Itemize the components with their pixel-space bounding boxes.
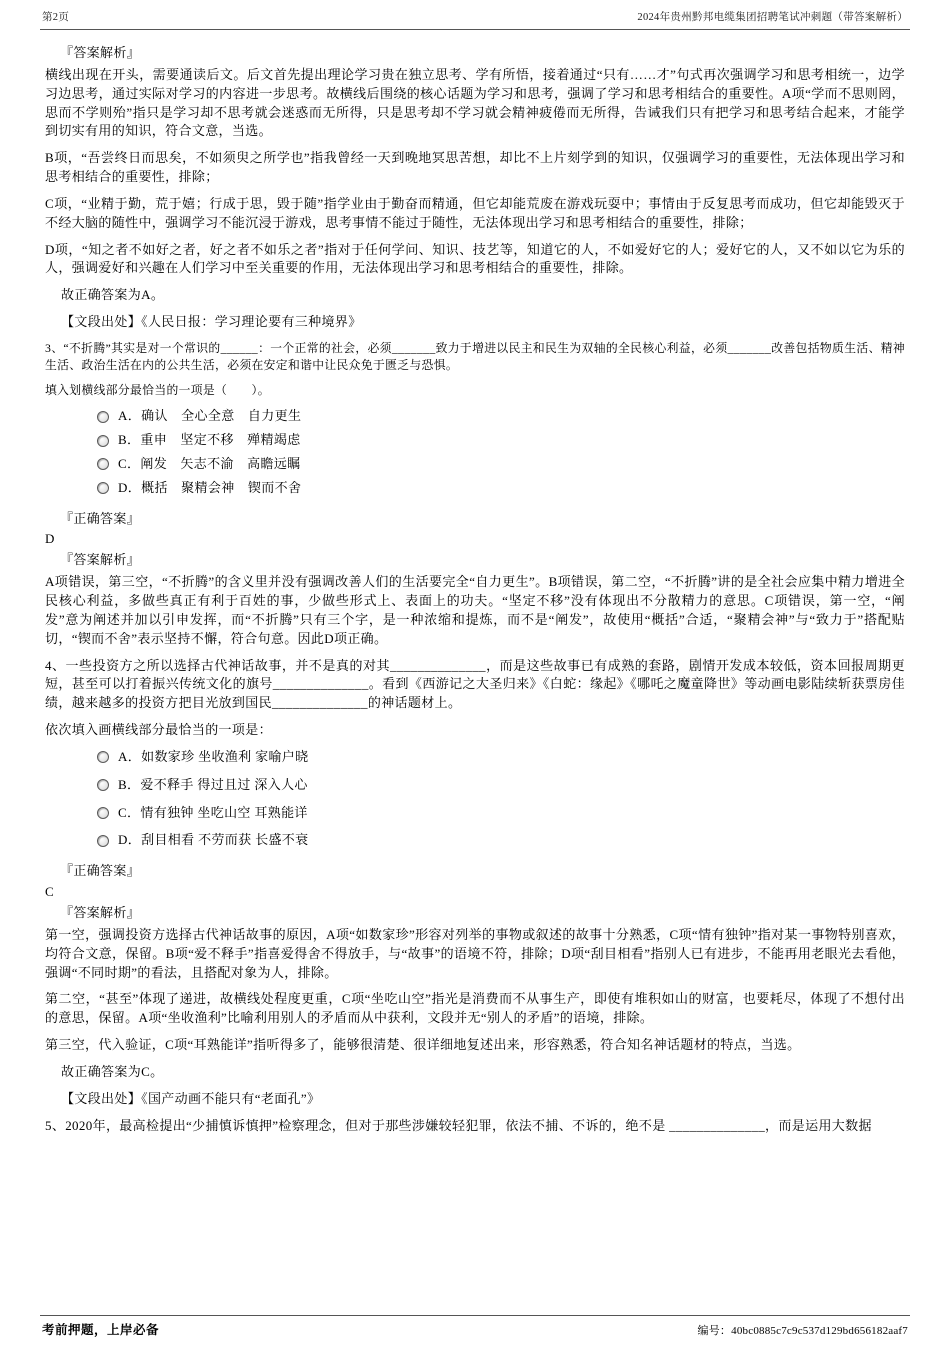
option-row[interactable] <box>97 455 905 474</box>
question-3-instruction: 填入划横线部分最恰当的一项是（ ）。 <box>45 383 270 398</box>
footer-serial-label: 编号： <box>697 1325 732 1337</box>
option-label: B．重申 坚定不移 殚精竭虑 <box>118 432 301 448</box>
answer-analysis-label: 『答案解析』 <box>60 904 141 920</box>
question-3-options <box>45 407 905 497</box>
option-label: A．如数家珍 坐收渔利 家喻户晓 <box>118 748 309 764</box>
question-4-text: 4、一些投资方之所以选择古代神话故事，并不是真的对其______________，而是这些故事已有成熟的套路，剧情开发成本较低，资本回报周期更短，甚至可以打着振兴传统文化的旗号______________。看到《西游记之大圣归来》《白蛇：缘起》《哪吒之魔童降世》等动画电影陆续斩获票房佳绩，越来越多的投资方把目光放到国民______________的神话题材上。 <box>45 657 905 711</box>
question-4-options <box>45 748 905 850</box>
footer-serial-value: 40bc0885c7c9c537d129bd656182aaf7 <box>731 1325 908 1337</box>
page-footer <box>42 1320 908 1338</box>
analysis-paragraph: C项，“业精于勤，荒于嬉；行成于思，毁于随”指学业由于勤奋而精通，但它却能荒废在游戏玩耍中；事情由于反复思考而成功，但它却能毁灭于不经大脑的随性中，强调学习不能沉浸于游戏，思考事情不能过于随性，无法体现出学习和思考相结合的重要性，排除； <box>45 195 905 230</box>
answer-analysis-label: 『答案解析』 <box>60 45 141 60</box>
analysis-paragraph: A项错误，第三空，“不折腾”的含义里并没有强调改善人们的生活要完全“自力更生”。B项错误，第二空，“不折腾”讲的是全社会应集中精力增进全民核心利益，多做些真正有利于百姓的事，少做些形式上、表面上的功夫。“坚定不移”没有体现出不分散精力的意思。C项错误，第一空，“阐发”意为阐述并加以引申发挥，而“不折腾”只有三个字，是一种浓缩和提炼，而不是“阐发”，故使用“概括”合适，“聚精会神”与“致力于”搭配贴切，“锲而不舍”表示坚持不懈，符合句意。因此D项正确。 <box>45 574 905 646</box>
radio-icon[interactable] <box>97 411 109 423</box>
option-label: C．阐发 矢志不渝 高瞻远瞩 <box>118 455 301 471</box>
option-row[interactable] <box>97 431 905 450</box>
option-label: D．概括 聚精会神 锲而不舍 <box>118 479 302 495</box>
analysis-paragraph: 第二空，“甚至”体现了递进，故横线处程度更重，C项“坐吃山空”指光是消费而不从事生产，即使有堆积如山的财富，也要耗尽，体现了不想付出的意思，保留。A项“坐收渔利”比喻利用别人的矛盾而从中获利，文段并无“别人的矛盾”的语境，排除。 <box>45 991 905 1026</box>
option-row[interactable] <box>97 748 905 767</box>
document-title: 2024年贵州黔邦电缆集团招聘笔试冲刺题（带答案解析） <box>637 12 908 23</box>
page-header <box>42 9 908 24</box>
correct-answer-label: 『正确答案』 <box>60 863 141 879</box>
option-row[interactable] <box>97 776 905 795</box>
radio-icon[interactable] <box>97 458 109 470</box>
option-row[interactable] <box>97 804 905 823</box>
footer-slogan: 考前押题，上岸必备 <box>42 1323 160 1337</box>
radio-icon[interactable] <box>97 435 109 447</box>
radio-icon[interactable] <box>97 482 109 494</box>
question-3-text: 3、“不折腾”其实是对一个常识的______：一个正常的社会，必须_______致力于增进以民主和民生为双轴的全民核心利益，必须_______改善包括物质生活、精神生活、政治生活在内的公共生活，必须在安定和谐中让民众免于匮乏与恐惧。 <box>45 340 905 373</box>
header-divider <box>40 29 910 30</box>
option-row[interactable] <box>97 831 905 850</box>
conclusion-line: 故正确答案为A。 <box>61 287 165 303</box>
footer-serial <box>698 1322 908 1338</box>
document-body <box>45 44 905 1143</box>
correct-answer-letter: D <box>45 531 55 547</box>
option-label: C．情有独钟 坐吃山空 耳熟能详 <box>118 804 308 820</box>
conclusion-line: 故正确答案为C。 <box>61 1063 164 1079</box>
option-label: D．刮目相看 不劳而获 长盛不衰 <box>118 832 309 848</box>
correct-answer-letter: C <box>45 884 55 900</box>
option-row[interactable] <box>97 407 905 426</box>
analysis-paragraph: 横线出现在开头，需要通读后文。后文首先提出理论学习贵在独立思考、学有所悟，接着通过“只有……才”句式再次强调学习和思考相统一，边学习边思考，通过实际对学习的内容进一步思考。故横线后围绕的核心话题为学习和思考，强调了学习和思考相结合的重要性。A项“学而不思则罔，思而不学则殆”指只是学习却不思考就会迷惑而无所得，只是思考却不学习就会精神疲倦而无所得，告诫我们只有把学习和思考结合起来，才能学到切实有用的知识，符合文意，当选。 <box>45 66 905 139</box>
source-note: 【文段出处】《人民日报：学习理论要有三种境界》 <box>61 314 362 330</box>
page-number: 第2页 <box>42 12 70 23</box>
analysis-paragraph: D项，“知之者不如好之者，好之者不如乐之者”指对于任何学问、知识、技艺等，知道它的人，不如爱好它的人；爱好它的人，又不如以它为乐的人，强调爱好和兴趣在人们学习中至关重要的作用，无法体现出学习和思考相结合的重要性，排除。 <box>45 241 905 276</box>
question-4-instruction: 依次填入画横线部分最恰当的一项是： <box>45 722 272 738</box>
analysis-paragraph: B项，“吾尝终日而思矣，不如须臾之所学也”指我曾经一天到晚地冥思苦想，却比不上片刻学到的知识，仅强调学习的重要性，无法体现出学习和思考相结合的重要性，排除； <box>45 150 905 185</box>
option-row[interactable] <box>97 479 905 498</box>
option-label: B．爱不释手 得过且过 深入人心 <box>118 776 308 792</box>
radio-icon[interactable] <box>97 751 109 763</box>
analysis-paragraph: 第三空，代入验证，C项“耳熟能详”指听得多了，能够很清楚、很详细地复述出来，形容熟悉，符合知名神话题材的特点，当选。 <box>45 1037 801 1053</box>
radio-icon[interactable] <box>97 779 109 791</box>
radio-icon[interactable] <box>97 807 109 819</box>
option-label: A．确认 全心全意 自力更生 <box>118 408 302 424</box>
answer-analysis-label: 『答案解析』 <box>60 552 141 568</box>
radio-icon[interactable] <box>97 835 109 847</box>
analysis-paragraph: 第一空，强调投资方选择古代神话故事的原因，A项“如数家珍”形容对列举的事物或叙述的故事十分熟悉，C项“情有独钟”指对某一事物特别喜欢，均符合文意，保留。B项“爱不释手”指喜爱得舍不得放手，与“故事”的语境不符，排除；D项“刮目相看”指别人已有进步，不能再用老眼光去看他，强调“不同时期”的看法，且搭配对象为人，排除。 <box>45 926 905 980</box>
footer-divider <box>40 1315 910 1316</box>
correct-answer-label: 『正确答案』 <box>60 510 141 526</box>
source-note: 【文段出处】《国产动画不能只有“老面孔”》 <box>61 1090 321 1106</box>
question-5-text: 5、2020年，最高检提出“少捕慎诉慎押”检察理念，但对于那些涉嫌较轻犯罪，依法不捕、不诉的，绝不是 ______________，而是运用大数据 <box>45 1117 872 1133</box>
